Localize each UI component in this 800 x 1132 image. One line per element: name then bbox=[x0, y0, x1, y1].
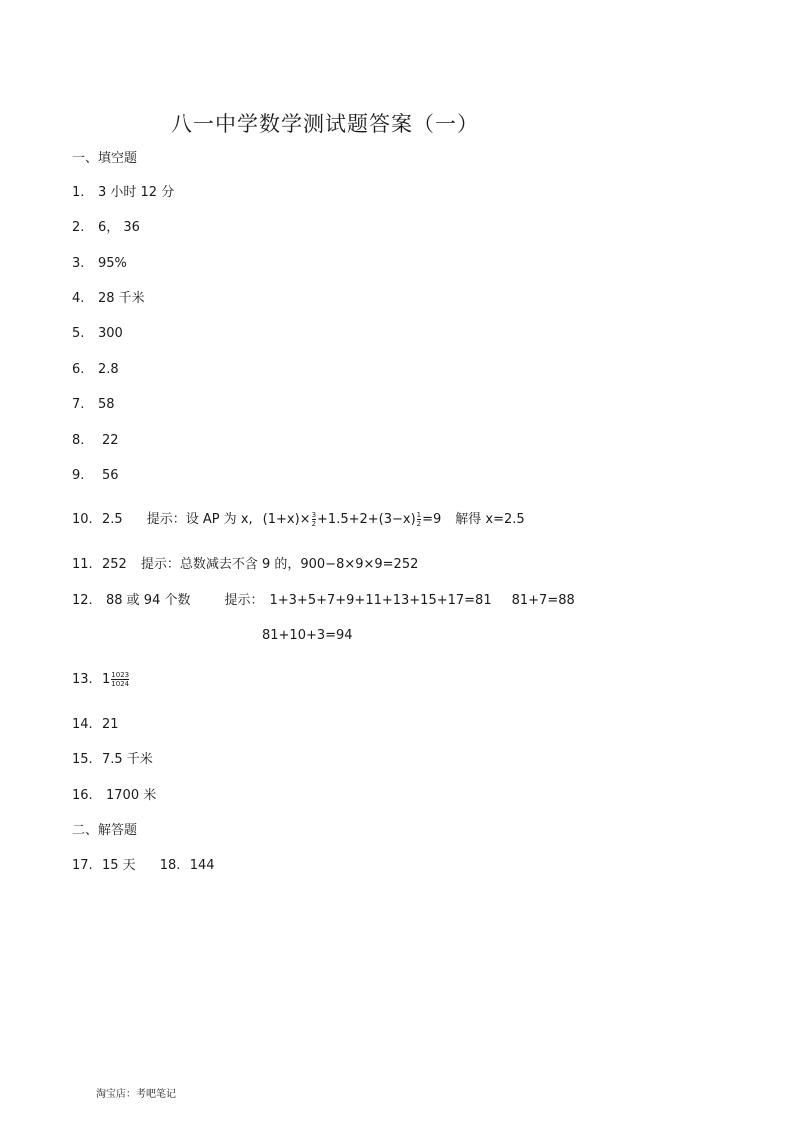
answer-17-18 bbox=[72, 857, 215, 875]
answer-text: 28 千米 bbox=[98, 291, 145, 306]
answer-number: 18. bbox=[159, 858, 181, 873]
shop-footer: 淘宝店：考吧笔记 bbox=[96, 1089, 176, 1100]
answer-number: 7. bbox=[72, 397, 85, 412]
fraction-numerator: 1023 bbox=[111, 671, 130, 679]
answer-text: 144 bbox=[189, 858, 215, 873]
answer-text: 3 小时 12 分 bbox=[98, 185, 175, 200]
answer-12-continued bbox=[262, 627, 353, 645]
answer-text: 88 或 94 个数 bbox=[106, 593, 191, 608]
answer-text: 2.8 bbox=[98, 362, 119, 377]
answer-15 bbox=[72, 751, 153, 769]
mixed-number-fraction bbox=[111, 671, 129, 688]
answer-11 bbox=[72, 556, 418, 574]
answer-2 bbox=[72, 219, 140, 237]
answer-5 bbox=[72, 325, 123, 343]
answer-number: 12. bbox=[72, 593, 93, 608]
answer-16 bbox=[72, 787, 156, 805]
answer-1 bbox=[72, 184, 174, 202]
answer-10 bbox=[72, 511, 525, 529]
section-heading-solve: 二、解答题 bbox=[72, 823, 138, 838]
answer-number: 15. bbox=[72, 752, 93, 767]
answer-number: 17. bbox=[72, 858, 93, 873]
answer-12 bbox=[72, 592, 575, 610]
answer-text: 1700 米 bbox=[106, 788, 157, 803]
answer-text: 300 bbox=[98, 326, 123, 341]
answer-text: 58 bbox=[98, 397, 115, 412]
hint-sum: 1+3+5+7+9+11+13+15+17=81 bbox=[269, 593, 492, 608]
fraction-numerator: 1 bbox=[416, 511, 422, 519]
answer-6 bbox=[72, 361, 119, 379]
fraction-three-halves bbox=[312, 511, 316, 528]
fraction-denominator: 2 bbox=[311, 520, 317, 528]
answer-text: 2.5 bbox=[102, 512, 123, 527]
answer-number: 4. bbox=[72, 291, 85, 306]
answer-text: 56 bbox=[102, 468, 119, 483]
answer-number: 5. bbox=[72, 326, 85, 341]
answer-text: 22 bbox=[102, 433, 119, 448]
answer-text: 6， 36 bbox=[98, 220, 140, 235]
answer-number: 2. bbox=[72, 220, 85, 235]
answer-number: 14. bbox=[72, 717, 93, 732]
answer-text: 95% bbox=[98, 256, 127, 271]
answer-7 bbox=[72, 396, 115, 414]
hint-result-a: 81+7=88 bbox=[511, 593, 575, 608]
answer-number: 1. bbox=[72, 185, 85, 200]
equation-part: +1.5+2+(3−x) bbox=[317, 512, 416, 527]
answer-14 bbox=[72, 716, 119, 734]
answer-13 bbox=[72, 671, 130, 689]
fraction-numerator: 3 bbox=[311, 511, 317, 519]
mixed-number-whole: 1 bbox=[102, 672, 111, 687]
answer-8 bbox=[72, 432, 119, 450]
page-title: 八一中学数学测试题答案（一） bbox=[171, 112, 479, 136]
answer-number: 13. bbox=[72, 672, 93, 687]
answer-text: 21 bbox=[102, 717, 119, 732]
answer-number: 8. bbox=[72, 433, 85, 448]
answer-number: 9. bbox=[72, 468, 85, 483]
answer-number: 11. bbox=[72, 557, 93, 572]
answer-number: 16. bbox=[72, 788, 93, 803]
hint-text: 提示：总数减去不含 9 的，900−8×9×9=252 bbox=[140, 557, 419, 572]
solution-text: 解得 x=2.5 bbox=[455, 512, 525, 527]
fraction-denominator: 1024 bbox=[111, 680, 130, 688]
answer-3 bbox=[72, 255, 127, 273]
hint-label: 提示： bbox=[224, 593, 264, 608]
answer-text: 252 bbox=[102, 557, 127, 572]
answer-9 bbox=[72, 467, 119, 485]
answer-number: 6. bbox=[72, 362, 85, 377]
answer-text: 15 天 bbox=[102, 858, 136, 873]
equation-part: (1+x)× bbox=[262, 512, 311, 527]
answer-text: 7.5 千米 bbox=[102, 752, 153, 767]
answer-4 bbox=[72, 290, 145, 308]
answer-number: 10. bbox=[72, 512, 93, 527]
equation-part: =9 bbox=[422, 512, 442, 527]
fraction-denominator: 2 bbox=[416, 520, 422, 528]
fraction-one-half bbox=[417, 511, 421, 528]
section-heading-fill-blank: 一、填空题 bbox=[72, 151, 138, 166]
hint-text: 提示：设 AP 为 x, bbox=[146, 512, 253, 527]
answer-number: 3. bbox=[72, 256, 85, 271]
hint-result-b: 81+10+3=94 bbox=[262, 628, 353, 643]
